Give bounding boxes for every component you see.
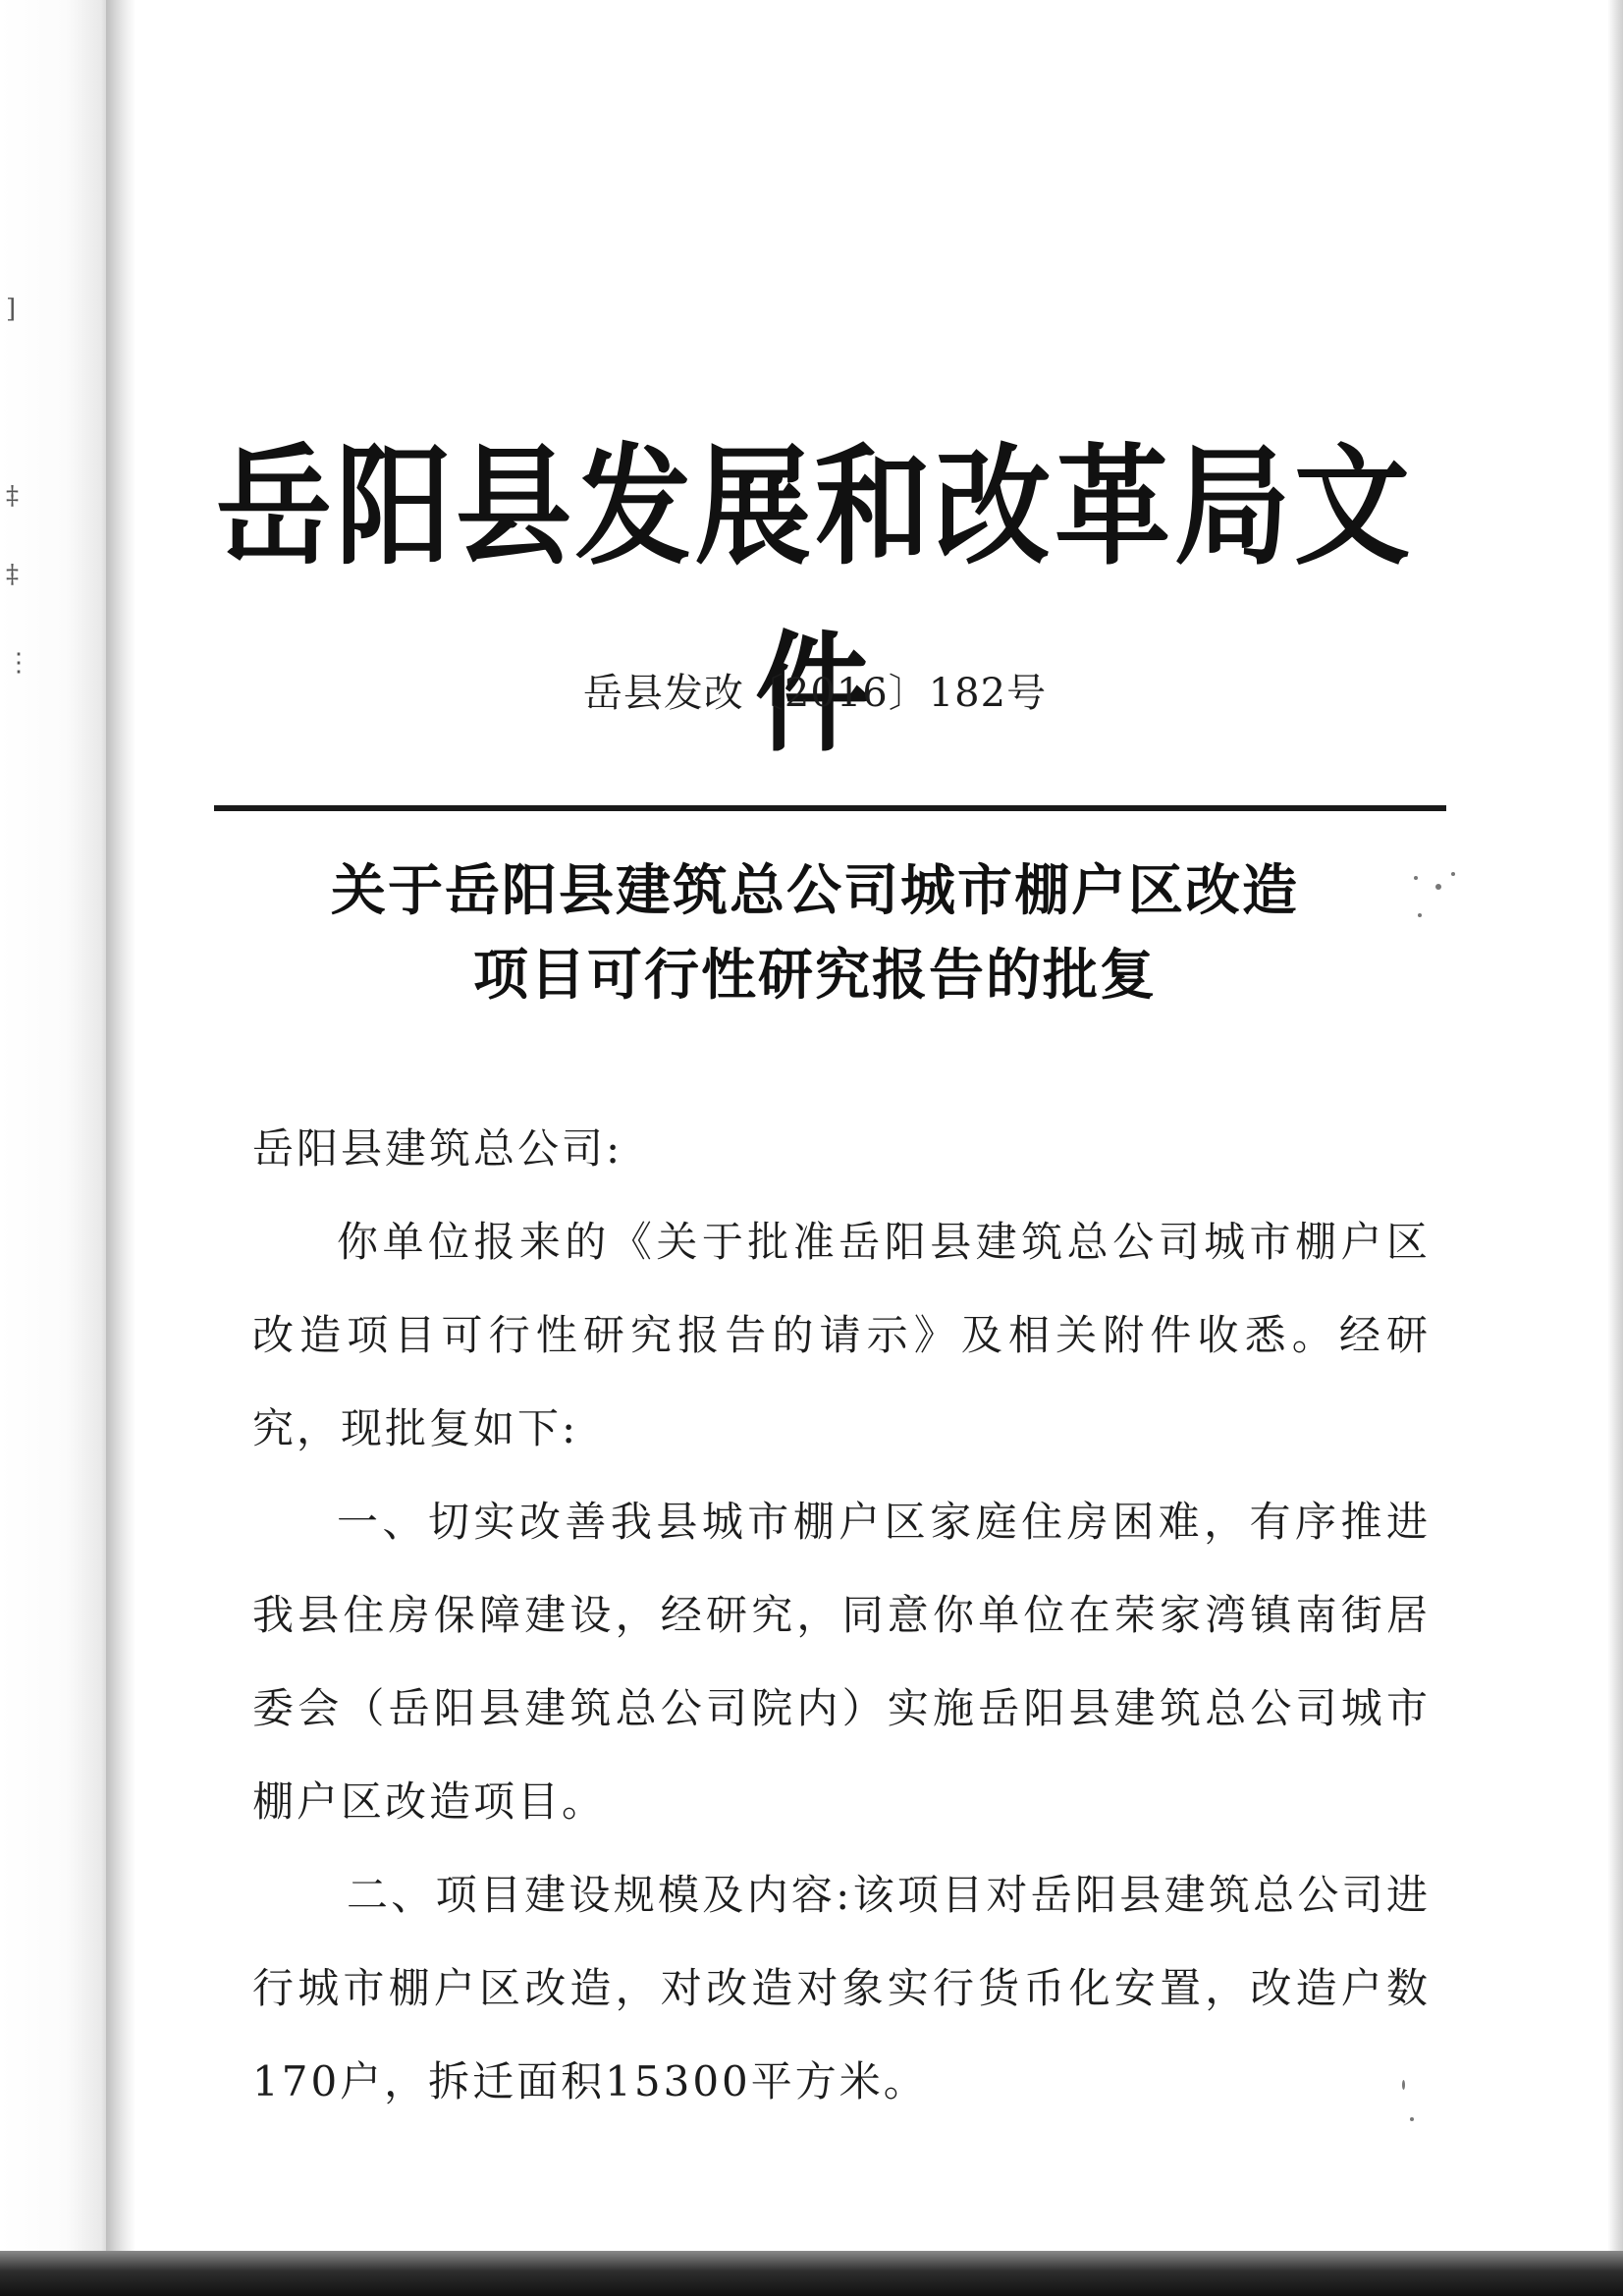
title-line-2: 项目可行性研究报告的批复 — [473, 943, 1157, 1008]
scan-bottom-band — [0, 2251, 1623, 2296]
margin-mark: ‡ — [6, 481, 19, 511]
scan-right-edge — [1607, 0, 1623, 2296]
document-title — [196, 848, 1434, 1017]
margin-mark: ⋮ — [6, 648, 31, 678]
scan-speck — [1451, 872, 1455, 876]
document-number: 岳县发改〔2016〕182号 — [582, 671, 1048, 716]
body-paragraph: 一、切实改善我县城市棚户区家庭住房困难，有序推进我县住房保障建设，经研究，同意你单位在荣家湾镇南街居委会（岳阳县建筑总公司院内）实施岳阳县建筑总公司城市棚户区改造项目。 — [252, 1498, 1431, 1826]
issuer-header: 岳阳县发展和改革局文件 — [215, 429, 1414, 770]
header-divider — [214, 805, 1446, 811]
addressee: 岳阳县建筑总公司: — [252, 1124, 623, 1173]
body-paragraph: 二、项目建设规模及内容:该项目对岳阳县建筑总公司进行城市棚户区改造，对改造对象实行货币化安置，改造户数170户，拆迁面积15300平方米。 — [252, 1871, 1431, 2105]
body-paragraph: 你单位报来的《关于批准岳阳县建筑总公司城市棚户区改造项目可行性研究报告的请示》及相关附件收悉。经研究，现批复如下: — [252, 1218, 1431, 1452]
scan-left-margin — [0, 0, 110, 2296]
scan-binding-shadow — [106, 0, 135, 2296]
title-line-1: 关于岳阳县建筑总公司城市棚户区改造 — [331, 858, 1299, 923]
scan-speck — [1435, 884, 1441, 890]
document-body — [252, 1102, 1431, 2128]
margin-mark: ‡ — [6, 560, 19, 589]
margin-mark: ] — [6, 295, 17, 324]
